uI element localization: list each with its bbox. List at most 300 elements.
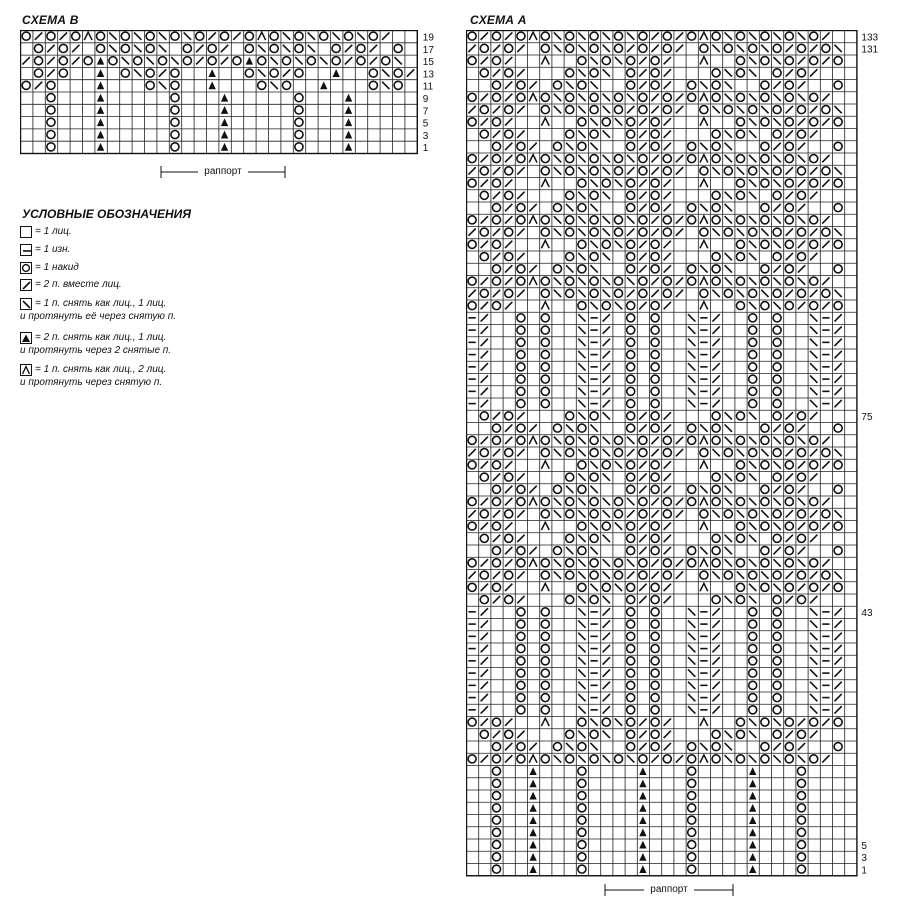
yarn-over-symbol (517, 743, 525, 751)
k2tog-symbol (517, 45, 524, 52)
yarn-over-symbol (663, 755, 671, 763)
k2tog-symbol (505, 437, 512, 444)
k2tog-symbol (493, 412, 500, 419)
ssk-symbol (578, 437, 585, 444)
yarn-over-symbol (627, 191, 635, 199)
k2tog-symbol (798, 302, 805, 309)
ssk-symbol (688, 669, 695, 676)
yarn-over-symbol (761, 277, 769, 285)
k2tog-symbol (60, 32, 67, 39)
k2tog-symbol (676, 510, 683, 517)
yarn-over-symbol (614, 510, 622, 518)
yarn-over-symbol (688, 755, 696, 763)
yarn-over-symbol (369, 32, 377, 40)
ssk-symbol (554, 571, 561, 578)
ssk-symbol (834, 571, 841, 578)
yarn-over-symbol (590, 216, 598, 224)
k2tog-symbol (822, 498, 829, 505)
yarn-over-symbol (517, 657, 525, 665)
yarn-over-symbol (492, 461, 500, 469)
ssk-symbol (578, 45, 585, 52)
yarn-over-symbol (627, 204, 635, 212)
k2tog-symbol (407, 69, 414, 76)
ssk-symbol (712, 228, 719, 235)
yarn-over-symbol (468, 240, 476, 248)
ssk-symbol (749, 155, 756, 162)
yarn-over-symbol (468, 522, 476, 530)
ssk-symbol (578, 130, 585, 137)
yarn-over-symbol (602, 118, 610, 126)
yarn-over-symbol (639, 498, 647, 506)
blank-icon (20, 226, 32, 238)
sk2p-symbol (700, 718, 708, 726)
yarn-over-symbol (785, 718, 793, 726)
double-decrease-symbol (208, 69, 215, 77)
k2tog-symbol (712, 608, 719, 615)
yarn-over-symbol (736, 302, 744, 310)
k2tog-symbol (493, 69, 500, 76)
k2tog-symbol (798, 584, 805, 591)
yarn-over-symbol (773, 730, 781, 738)
ssk-symbol (603, 155, 610, 162)
k2tog-symbol (493, 535, 500, 542)
yarn-over-symbol (627, 69, 635, 77)
yarn-over-symbol (578, 240, 586, 248)
ssk-symbol (171, 57, 178, 64)
yarn-over-symbol (712, 69, 720, 77)
ssk-symbol (603, 412, 610, 419)
yarn-over-symbol (785, 461, 793, 469)
ssk-symbol (603, 535, 610, 542)
ssk-symbol (566, 424, 573, 431)
yarn-over-symbol (810, 583, 818, 591)
scheme-a-rapport-label: раппорт (650, 884, 688, 895)
k2tog-symbol (834, 326, 841, 333)
ssk-symbol (578, 559, 585, 566)
k2tog-symbol (627, 571, 634, 578)
yarn-over-symbol (736, 559, 744, 567)
double-decrease-symbol (529, 816, 536, 824)
k2tog-symbol (676, 498, 683, 505)
k2tog-symbol (651, 437, 658, 444)
yarn-over-symbol (639, 571, 647, 579)
yarn-over-symbol (480, 449, 488, 457)
sk2p-symbol (700, 498, 708, 506)
ssk-symbol (159, 82, 166, 89)
double-decrease-symbol (639, 853, 646, 861)
ssk-symbol (834, 228, 841, 235)
sk2p-symbol (529, 436, 537, 444)
yarn-over-symbol (749, 632, 757, 640)
yarn-over-symbol (651, 130, 659, 138)
yarn-over-symbol (627, 669, 635, 677)
yarn-over-symbol (651, 730, 659, 738)
scheme-b-row-number: 3 (422, 130, 429, 142)
yarn-over-symbol (614, 755, 622, 763)
ssk-symbol (749, 216, 756, 223)
ssk-symbol (590, 118, 597, 125)
scheme-a-row-number: 75 (861, 412, 873, 424)
yarn-over-symbol (785, 436, 793, 444)
double-decrease-symbol (639, 792, 646, 800)
k2tog-symbol (481, 718, 488, 725)
ssk-symbol (603, 755, 610, 762)
k2tog-symbol (810, 510, 817, 517)
yarn-over-symbol (834, 240, 842, 248)
ssk-symbol (773, 277, 780, 284)
k2tog-symbol (651, 277, 658, 284)
yarn-over-symbol (578, 179, 586, 187)
k2tog-symbol (481, 437, 488, 444)
yarn-over-symbol (566, 130, 574, 138)
yarn-over-symbol (590, 510, 598, 518)
ssk-symbol (810, 706, 817, 713)
k2tog-symbol (370, 45, 377, 52)
slash-icon (20, 279, 32, 291)
yarn-over-symbol (810, 718, 818, 726)
yarn-over-symbol (578, 461, 586, 469)
k2tog-symbol (773, 143, 780, 150)
ssk-symbol (615, 57, 622, 64)
double-decrease-symbol (529, 853, 536, 861)
yarn-over-symbol (651, 57, 659, 65)
k2tog-symbol (468, 106, 475, 113)
k2tog-symbol (627, 45, 634, 52)
k2tog-symbol (664, 522, 671, 529)
yarn-over-symbol (785, 424, 793, 432)
double-decrease-symbol (97, 143, 104, 151)
yarn-over-symbol (724, 106, 732, 114)
k2tog-symbol (529, 743, 536, 750)
yarn-over-symbol (590, 93, 598, 101)
k2tog-symbol (517, 412, 524, 419)
yarn-over-symbol (627, 118, 635, 126)
yarn-over-symbol (566, 534, 574, 542)
ssk-symbol (603, 731, 610, 738)
yarn-over-symbol (541, 620, 549, 628)
k2tog-symbol (810, 412, 817, 419)
yarn-over-symbol (688, 559, 696, 567)
yarn-over-symbol (541, 338, 549, 346)
k2tog-symbol (810, 731, 817, 738)
ssk-symbol (578, 535, 585, 542)
yarn-over-symbol (480, 534, 488, 542)
ssk-symbol (700, 424, 707, 431)
yarn-over-symbol (480, 69, 488, 77)
ssk-symbol (578, 216, 585, 223)
scheme-b-row-number: 19 (422, 32, 434, 44)
yarn-over-symbol (627, 706, 635, 714)
sk2p-symbol (529, 559, 537, 567)
k2tog-symbol (627, 290, 634, 297)
yarn-over-symbol (724, 571, 732, 579)
k2tog-symbol (505, 277, 512, 284)
yarn-over-symbol (712, 130, 720, 138)
ssk-symbol (725, 547, 732, 554)
yarn-over-symbol (651, 326, 659, 334)
k2tog-symbol (676, 216, 683, 223)
yarn-over-symbol (492, 853, 500, 861)
k2tog-symbol (639, 522, 646, 529)
ssk-symbol (749, 118, 756, 125)
yarn-over-symbol (712, 596, 720, 604)
yarn-over-symbol (517, 559, 525, 567)
k2tog-symbol (798, 461, 805, 468)
yarn-over-symbol (761, 718, 769, 726)
ssk-symbol (590, 81, 597, 88)
k2tog-symbol (639, 118, 646, 125)
yarn-over-symbol (651, 142, 659, 150)
k2tog-symbol (505, 718, 512, 725)
k2tog-symbol (627, 167, 634, 174)
yarn-over-symbol (505, 534, 513, 542)
ssk-symbol (258, 69, 265, 76)
yarn-over-symbol (96, 32, 104, 40)
yarn-over-symbol (578, 841, 586, 849)
legend-item-dash (20, 244, 70, 257)
k2tog-symbol (664, 412, 671, 419)
k2tog-symbol (798, 486, 805, 493)
ssk-symbol (700, 743, 707, 750)
k2tog-symbol (676, 755, 683, 762)
ssk-symbol (712, 106, 719, 113)
yarn-over-symbol (627, 314, 635, 322)
k2tog-symbol (786, 290, 793, 297)
k2tog-symbol (810, 167, 817, 174)
ssk-symbol (109, 45, 116, 52)
yarn-over-symbol (785, 142, 793, 150)
yarn-over-symbol (541, 657, 549, 665)
ssk-symbol (615, 118, 622, 125)
yarn-over-symbol (480, 510, 488, 518)
k2tog-symbol (786, 228, 793, 235)
k2tog-symbol (798, 179, 805, 186)
k2tog-symbol (517, 167, 524, 174)
ssk-symbol (725, 277, 732, 284)
ssk-symbol (578, 94, 585, 101)
yarn-over-symbol (822, 228, 830, 236)
k2tog-symbol (712, 620, 719, 627)
yarn-over-symbol (749, 106, 757, 114)
k2tog-symbol (786, 731, 793, 738)
ssk-symbol (603, 596, 610, 603)
k2tog-symbol (517, 535, 524, 542)
k2tog-symbol (382, 32, 389, 39)
yarn-over-symbol (651, 461, 659, 469)
yarn-over-symbol (712, 730, 720, 738)
yarn-over-symbol (578, 828, 586, 836)
yarn-over-symbol (651, 204, 659, 212)
ssk-symbol (627, 755, 634, 762)
sk2p-symbol (541, 583, 549, 591)
k2tog-symbol (505, 424, 512, 431)
ssk-symbol (712, 290, 719, 297)
yarn-over-symbol (47, 143, 55, 151)
yarn-over-symbol (566, 253, 574, 261)
ssk-symbol (320, 57, 327, 64)
yarn-over-symbol (468, 57, 476, 65)
double-decrease-symbol (97, 131, 104, 139)
yarn-over-symbol (590, 32, 598, 40)
k2tog-symbol (517, 192, 524, 199)
yarn-over-symbol (480, 730, 488, 738)
ssk-symbol (283, 45, 290, 52)
ssk-symbol (590, 302, 597, 309)
k2tog-symbol (786, 253, 793, 260)
yarn-over-symbol (761, 424, 769, 432)
yarn-over-symbol (749, 706, 757, 714)
k2tog-symbol (834, 388, 841, 395)
yarn-over-symbol (614, 498, 622, 506)
ssk-symbol (749, 302, 756, 309)
yarn-over-symbol (627, 583, 635, 591)
yarn-over-symbol (736, 93, 744, 101)
k2tog-symbol (481, 657, 488, 664)
yarn-over-symbol (171, 130, 179, 138)
ssk-symbol (603, 473, 610, 480)
yarn-over-symbol (541, 167, 549, 175)
yarn-over-symbol (773, 326, 781, 334)
k2tog-symbol (603, 351, 610, 358)
yarn-over-symbol (810, 277, 818, 285)
ssk-symbol (688, 706, 695, 713)
k2tog-symbol (517, 253, 524, 260)
yarn-over-symbol (566, 155, 574, 163)
k2tog-symbol (603, 706, 610, 713)
yarn-over-symbol (183, 44, 191, 52)
ssk-symbol (798, 277, 805, 284)
k2tog-symbol (676, 94, 683, 101)
ssk-symbol (566, 265, 573, 272)
yarn-over-symbol (627, 730, 635, 738)
yarn-over-symbol (810, 559, 818, 567)
yarn-over-symbol (712, 265, 720, 273)
yarn-over-symbol (785, 204, 793, 212)
k2tog-symbol (481, 694, 488, 701)
yarn-over-symbol (651, 351, 659, 359)
scheme-b-row-number: 17 (422, 44, 434, 56)
k2tog-symbol (822, 57, 829, 64)
yarn-over-symbol (736, 473, 744, 481)
yarn-over-symbol (651, 314, 659, 322)
yarn-over-symbol (688, 81, 696, 89)
yarn-over-symbol (785, 93, 793, 101)
ssk-symbol (615, 302, 622, 309)
ssk-symbol (725, 192, 732, 199)
k2tog-symbol (529, 486, 536, 493)
yarn-over-symbol (258, 81, 266, 89)
yarn-over-symbol (651, 583, 659, 591)
ssk-symbol (258, 45, 265, 52)
k2tog-symbol (505, 94, 512, 101)
yarn-over-symbol (785, 265, 793, 273)
ssk-symbol (578, 314, 585, 321)
yarn-over-symbol (590, 730, 598, 738)
yarn-over-symbol (578, 118, 586, 126)
yarn-over-symbol (59, 57, 67, 65)
k2tog-symbol (468, 571, 475, 578)
k2tog-symbol (822, 522, 829, 529)
ssk-symbol (554, 45, 561, 52)
ssk-symbol (554, 106, 561, 113)
double-decrease-symbol (529, 792, 536, 800)
yarn-over-symbol (492, 57, 500, 65)
ssk-symbol (737, 106, 744, 113)
yarn-over-symbol (578, 743, 586, 751)
ssk-symbol (554, 216, 561, 223)
legend-item-backslash (20, 298, 176, 323)
yarn-over-symbol (517, 755, 525, 763)
ssk-symbol (578, 167, 585, 174)
double-decrease-symbol (345, 118, 352, 126)
yarn-over-symbol (761, 755, 769, 763)
k2tog-symbol (712, 400, 719, 407)
yarn-over-symbol (736, 461, 744, 469)
ssk-symbol (122, 57, 129, 64)
yarn-over-symbol (541, 289, 549, 297)
yarn-over-symbol (468, 461, 476, 469)
ssk-symbol (810, 351, 817, 358)
ssk-symbol (578, 449, 585, 456)
sk2p-symbol (541, 718, 549, 726)
ssk-symbol (688, 608, 695, 615)
yarn-over-symbol (492, 32, 500, 40)
sk2p-symbol (258, 32, 266, 40)
ssk-symbol (578, 694, 585, 701)
double-decrease-symbol (749, 804, 756, 812)
ssk-symbol (688, 363, 695, 370)
yarn-over-symbol (834, 302, 842, 310)
yarn-over-symbol (700, 289, 708, 297)
k2tog-symbol (481, 326, 488, 333)
yarn-over-symbol (468, 179, 476, 187)
k2tog-symbol (676, 571, 683, 578)
k2tog-symbol (712, 326, 719, 333)
k2tog-symbol (822, 118, 829, 125)
yarn-over-symbol (517, 436, 525, 444)
yarn-over-symbol (590, 412, 598, 420)
yarn-over-symbol (773, 253, 781, 261)
k2tog-symbol (468, 167, 475, 174)
double-decrease-symbol (320, 81, 327, 89)
ssk-symbol (688, 351, 695, 358)
yarn-over-symbol (761, 81, 769, 89)
yarn-over-symbol (357, 57, 365, 65)
yarn-over-symbol (724, 449, 732, 457)
k2tog-symbol (834, 633, 841, 640)
k2tog-symbol (468, 510, 475, 517)
k2tog-symbol (505, 559, 512, 566)
ssk-symbol (749, 461, 756, 468)
yarn-over-symbol (712, 498, 720, 506)
yarn-over-symbol (208, 44, 216, 52)
yarn-over-symbol (651, 596, 659, 604)
yarn-over-symbol (773, 596, 781, 604)
yarn-over-symbol (541, 559, 549, 567)
yarn-over-symbol (602, 57, 610, 65)
ssk-symbol (578, 290, 585, 297)
yarn-over-symbol (468, 583, 476, 591)
double-decrease-symbol (345, 106, 352, 114)
yarn-over-symbol (627, 240, 635, 248)
yarn-over-symbol (47, 106, 55, 114)
yarn-over-symbol (590, 44, 598, 52)
k2tog-symbol (639, 204, 646, 211)
yarn-over-symbol (109, 57, 117, 65)
yarn-over-symbol (578, 522, 586, 530)
yarn-over-symbol (712, 253, 720, 261)
k2tog-symbol (834, 682, 841, 689)
